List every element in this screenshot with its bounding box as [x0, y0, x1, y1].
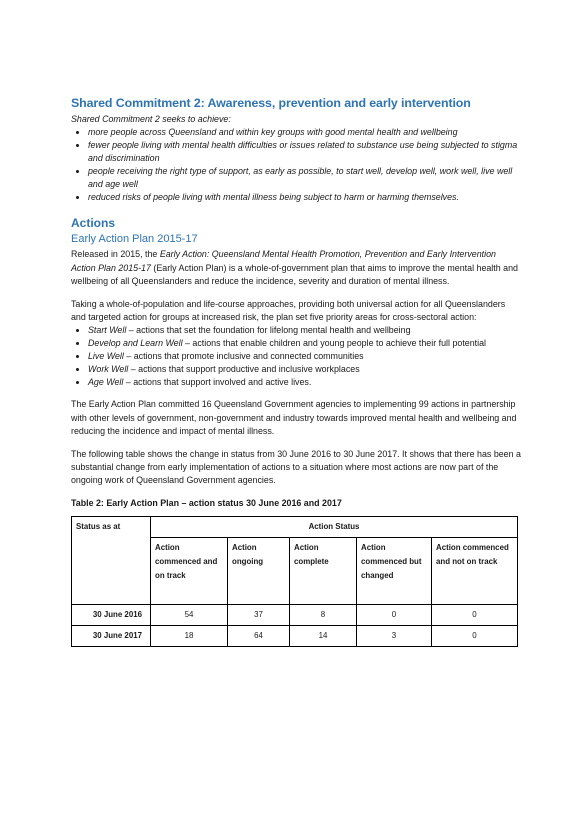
status-table — [71, 516, 518, 647]
group-header: Action Status — [151, 516, 518, 537]
priority-name: Age Well — [88, 377, 124, 388]
para1-text-end: (Early Action Plan) is a whole-of-government plan that aims to improve the mental health and wellbeing of all Queenslanders and reduce the incidence, severity and duration of mental illness. — [71, 262, 518, 287]
priority-name: Start Well — [88, 325, 127, 336]
corner-header: Status as at — [72, 516, 151, 604]
column-header: Action commenced but changed — [357, 537, 432, 604]
list-item — [88, 376, 521, 389]
priority-desc: – actions that support productive and inclusive workplaces — [128, 364, 360, 375]
column-header: Action commenced and not on track — [432, 537, 518, 604]
priority-name: Work Well — [88, 364, 129, 375]
section-heading: Shared Commitment 2: Awareness, prevention and early intervention — [71, 96, 471, 110]
column-header: Action ongoing — [228, 537, 290, 604]
table-cell: 0 — [432, 604, 518, 625]
priorities-list — [71, 324, 521, 389]
intro-text: Shared Commitment 2 seeks to achieve: — [71, 114, 231, 124]
priority-desc: – actions that support involved and active lives. — [123, 377, 312, 388]
column-header: Action complete — [290, 537, 357, 604]
priority-name: Develop and Learn Well — [88, 338, 183, 349]
table-cell: 54 — [151, 604, 228, 625]
list-item: • people receiving the right type of support, as early as possible, to start well, develop well, work well, live well and age well — [88, 165, 521, 191]
row-label: 30 June 2017 — [72, 625, 151, 646]
paragraph-3: The Early Action Plan committed 16 Queensland Government agencies to implementing 99 actions in partnership with other levels of government, non-government and industry towards improved mental health and wellbeing and reducing the incidence and impact of mental illness. — [71, 399, 517, 437]
table-cell: 64 — [228, 625, 290, 646]
table-row — [72, 604, 518, 625]
table-header-row — [72, 516, 518, 537]
plan-title: Early Action: Queensland Mental Health Promotion, Prevention and Early Intervention Action Plan 2015-17 — [71, 249, 496, 273]
table-cell: 0 — [357, 604, 432, 625]
table-caption: Table 2: Early Action Plan – action status 30 June 2016 and 2017 — [71, 497, 342, 508]
plan-heading: Early Action Plan 2015-17 — [71, 233, 198, 246]
para1-text: Released in 2015, the — [71, 249, 160, 260]
priority-name: Live Well — [88, 351, 124, 362]
table-cell: 18 — [151, 625, 228, 646]
paragraph-2: Taking a whole-of-population and life-course approaches, providing both universal action for all Queenslanders and targeted action for groups at increased risk, the plan set five priority areas for cross-sectoral action: — [71, 298, 506, 323]
aims-list — [71, 126, 521, 204]
table-row — [72, 625, 518, 646]
column-header: Action commenced and on track — [151, 537, 228, 604]
priority-desc: – actions that enable children and young people to achieve their full potential — [182, 338, 487, 349]
table-cell: 3 — [357, 625, 432, 646]
actions-heading: Actions — [71, 216, 116, 231]
row-label: 30 June 2016 — [72, 604, 151, 625]
list-item: • reduced risks of people living with mental illness being subject to harm or harming themselves. — [88, 191, 521, 204]
table-cell: 8 — [290, 604, 357, 625]
list-item — [88, 363, 521, 376]
list-item: • more people across Queensland and within key groups with good mental health and wellbeing — [88, 126, 521, 139]
document-page — [71, 96, 521, 647]
paragraph-1 — [71, 248, 521, 288]
list-item: • fewer people living with mental health difficulties or issues related to substance use being subjected to stigma and discrimination — [88, 139, 521, 165]
list-item — [88, 337, 521, 350]
table-cell: 0 — [432, 625, 518, 646]
priority-desc: – actions that promote inclusive and connected communities — [123, 351, 364, 362]
list-item — [88, 324, 521, 337]
table-cell: 37 — [228, 604, 290, 625]
priority-desc: – actions that set the foundation for lifelong mental health and wellbeing — [126, 325, 411, 336]
paragraph-4: The following table shows the change in status from 30 June 2016 to 30 June 2017. It shows that there has been a substantial change from early implementation of actions to a situation where most actions are now part of the ongoing work of Queensland Government agencies. — [71, 448, 521, 486]
table-cell: 14 — [290, 625, 357, 646]
list-item — [88, 350, 521, 363]
